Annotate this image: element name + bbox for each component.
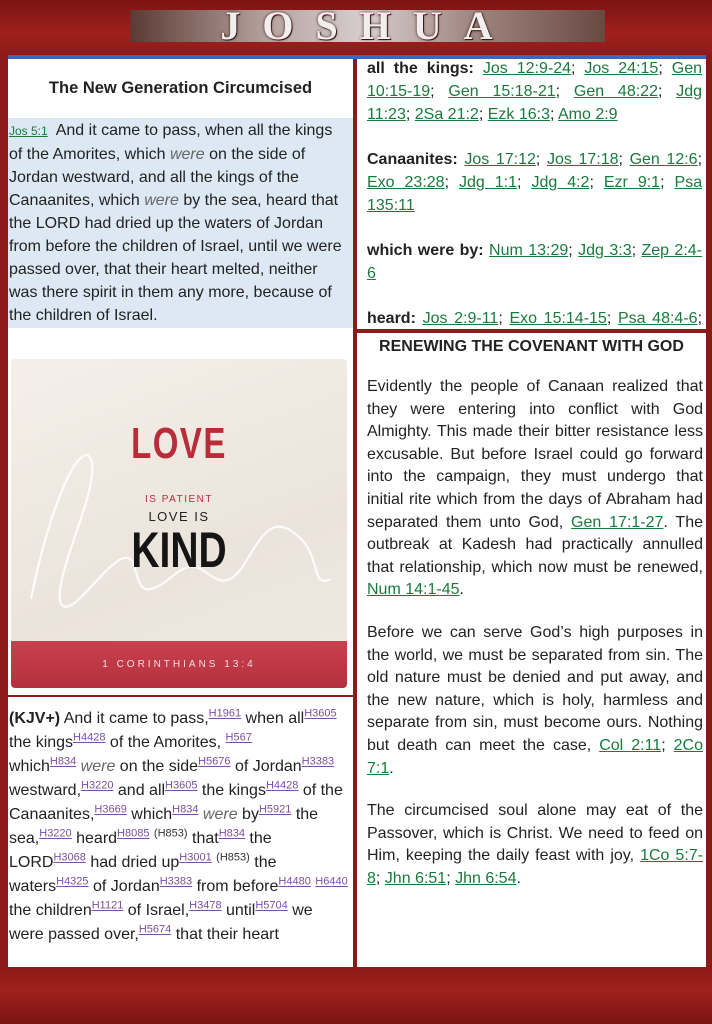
xref-link[interactable]: 2Sa 21:2 — [414, 106, 479, 123]
xref-link[interactable]: Gen 15:18-21 — [448, 83, 556, 100]
strongs-link[interactable]: H1961 — [208, 707, 242, 720]
verse-ref-link[interactable]: Jos 5:1 — [9, 124, 48, 138]
strongs-link[interactable]: H3068 — [53, 851, 86, 864]
xref-link-list: Jos 12:9-24; Jos 24:15; Gen 10:15-19; Gen 15:18-21; Gen 48:22; Jdg 11:23; 2Sa 21:2; Ezk 16:3; Amo 2:9 — [367, 60, 703, 123]
xref-link[interactable]: Zep 2:4-6 — [367, 242, 703, 282]
kjv-word: which — [9, 758, 50, 775]
kjv-label: (KJV+) — [9, 710, 61, 727]
paragraph-text: Evidently the people of Canaan realized that they were entering into conflict with God Almighty. This made their bitter resistance less excusable. But before Israel could go forward into the campaign, they must undergo that initial rite which from the days of Abraham had separated them unto God, — [367, 378, 703, 531]
strongs-particle: (H853) — [153, 827, 188, 840]
strongs-link[interactable]: H3605 — [304, 707, 337, 720]
kjv-word: of Jordan — [93, 878, 160, 895]
paragraph-text: . — [459, 581, 464, 599]
kjv-word: the LORD — [9, 830, 272, 871]
kjv-word: of Jordan — [230, 758, 302, 775]
xref-link[interactable]: Jos 17:18 — [546, 151, 619, 168]
xref-link[interactable]: Ezr 9:1 — [603, 174, 661, 191]
xref-link[interactable]: Amo 2:9 — [557, 106, 618, 123]
xref-link[interactable]: Jos 17:12 — [464, 151, 536, 168]
strongs-link[interactable]: H567 — [225, 731, 252, 744]
xref-canaanites — [367, 148, 702, 217]
verse-text: by the sea, heard that the LORD had dried up the waters of Jordan from before the children of Israel, until we were passed over, that their heart melted, neither was there spirit in them any more, because of the children of Israel. — [9, 192, 342, 324]
paragraph: The circumcised soul alone may eat of the Passover, which is Christ. We need to feed on Him, keeping the daily feast with joy, 1Co 5:7-8; Jhn 6:51; Jhn 6:54. — [367, 802, 704, 887]
kjv-word: that their heart — [171, 926, 279, 943]
xref-link[interactable]: Jdg 1:1 — [459, 174, 518, 191]
kjv-word: of Israel, — [123, 902, 190, 919]
kjv-word: on the side — [115, 758, 199, 775]
xref-link[interactable]: Jos 24:15 — [584, 60, 659, 77]
strongs-link[interactable]: H4428 — [265, 779, 299, 792]
paragraph-text: Before we can serve God’s high purposes in the world, we must be separated from sin. The old nature must be denied and put away, and the new nature, which is holy, harmless and separate from sin, must become ours. Nothing but death can meet the case, — [367, 623, 703, 754]
kjv-word: and all — [113, 782, 166, 799]
xref-link[interactable]: Num 13:29 — [489, 242, 569, 259]
is-patient-text: IS PATIENT — [145, 494, 213, 505]
kjv-strongs-panel — [8, 697, 353, 967]
xref-link[interactable]: Gen 12:6 — [629, 151, 698, 168]
scripture-link[interactable]: 2Co 7:1 — [367, 736, 704, 777]
paragraph — [367, 376, 703, 602]
scripture-link[interactable]: Col 2:11 — [599, 736, 662, 754]
caption-band — [11, 641, 347, 688]
love-is-kind-image — [11, 359, 347, 688]
kjv-word: from before — [192, 878, 279, 895]
scripture-link[interactable]: Num 14:1-45 — [367, 581, 460, 599]
scripture-link[interactable]: Jhn 6:51 — [384, 869, 447, 887]
strongs-particle: (H853) — [216, 851, 250, 864]
renewing-covenant-panel — [357, 333, 706, 967]
kjv-word: westward, — [9, 782, 82, 799]
italic-word: were — [169, 146, 205, 163]
xref-heard — [367, 307, 702, 329]
kjv-word: of the Canaanites, — [9, 782, 343, 823]
strongs-link[interactable]: H3001 — [179, 851, 212, 864]
strongs-link[interactable]: H834 — [49, 755, 77, 768]
book-title: JOSHUA — [220, 10, 515, 42]
italic-word: were — [202, 806, 238, 823]
kjv-word: which — [131, 806, 173, 823]
strongs-link[interactable]: H4428 — [73, 731, 106, 744]
xref-label: Canaanites: — [367, 151, 458, 168]
xref-label: all the kings: — [367, 60, 474, 77]
kjv-word: the kings — [9, 734, 74, 751]
xref-link[interactable]: Psa 48:4-6 — [617, 310, 698, 327]
xref-kings — [367, 59, 702, 126]
italic-word: were — [80, 758, 116, 775]
strongs-link[interactable]: H5921 — [258, 803, 292, 816]
xref-which-were-by — [367, 239, 702, 285]
strongs-link[interactable]: H3669 — [94, 803, 127, 816]
xref-link[interactable]: Exo 23:28 — [367, 174, 445, 191]
kjv-word: we were passed over, — [9, 902, 313, 943]
xref-link-list: Jos 2:9-11; Exo 15:14-15; Psa 48:4-6; — [422, 310, 703, 327]
scripture-link[interactable]: Jhn 6:54 — [455, 869, 517, 887]
verse-text: on the side of Jordan westward, and all the kings of the Canaanites, which — [9, 146, 306, 209]
strongs-link[interactable]: H3220 — [39, 827, 72, 840]
strongs-link[interactable]: H3383 — [159, 875, 193, 888]
kjv-word: the sea, — [9, 806, 319, 847]
commentary-left-top — [8, 59, 353, 695]
book-title-banner — [130, 10, 605, 42]
strongs-link[interactable]: H834 — [218, 827, 245, 840]
strongs-link[interactable]: H6440 — [315, 875, 348, 888]
verse-box — [8, 118, 353, 328]
italic-word: were — [144, 192, 179, 209]
xref-link[interactable]: Jdg 11:23 — [367, 83, 703, 123]
kjv-word: when all — [241, 710, 305, 727]
paragraph-text: The circumcised soul alone may eat of the Passover, which is Christ. We need to feed on Him, keeping the daily feast with joy, — [367, 802, 703, 865]
xref-label: which were by: — [367, 242, 484, 259]
cross-references-panel — [357, 59, 706, 329]
strongs-link[interactable]: H3383 — [301, 755, 335, 768]
love-word: LOVE — [131, 419, 227, 468]
paragraph-text: . The outbreak at Kadesh had practically annulled that relationship, which now must be renewed, — [367, 513, 703, 576]
xref-label: heard: — [367, 310, 416, 327]
kjv-word: of the Amorites, — [105, 734, 222, 751]
xref-link[interactable]: Ezk 16:3 — [487, 106, 550, 123]
kjv-word: had dried up — [90, 854, 180, 871]
strongs-link[interactable]: H4325 — [56, 875, 89, 888]
section-heading: The New Generation Circumcised — [48, 79, 313, 97]
love-is-text: LOVE IS — [148, 509, 210, 524]
scripture-caption: 1 CORINTHIANS 13:4 — [102, 659, 256, 670]
strongs-link[interactable]: H834 — [172, 803, 199, 816]
xref-link[interactable]: Exo 15:14-15 — [509, 310, 607, 327]
xref-link[interactable]: Jos 12:9-24 — [482, 60, 571, 77]
strongs-link[interactable]: H5676 — [198, 755, 231, 768]
paragraph: Before we can serve God’s high purposes in the world, we must be separated from sin. The old nature must be denied and put away, and the new nature, which is holy, harmless and separate from sin, must become ours. Nothing but death can meet the case, Col 2:11; 2Co 7:1. — [367, 623, 704, 777]
scripture-link[interactable]: Gen 17:1-27 — [571, 513, 664, 531]
xref-link[interactable]: Jdg 4:2 — [531, 174, 590, 191]
kind-word: KIND — [131, 522, 227, 578]
xref-link[interactable]: Gen 10:15-19 — [367, 60, 702, 100]
strongs-link[interactable]: H3220 — [81, 779, 114, 792]
strongs-link[interactable]: H3605 — [165, 779, 198, 792]
kjv-word: until — [221, 902, 256, 919]
bottom-frame — [0, 967, 712, 1024]
kjv-word: the children — [9, 902, 92, 919]
strongs-link[interactable]: H4480 — [278, 875, 311, 888]
strongs-link[interactable]: H5674 — [138, 923, 172, 936]
xref-link[interactable]: Jos 2:9-11 — [422, 310, 499, 327]
kjv-word: And it came to pass, — [60, 710, 209, 727]
kjv-word: by — [237, 806, 259, 823]
scripture-link[interactable]: 1Co 5:7-8 — [367, 847, 704, 887]
strongs-link[interactable]: H5704 — [255, 899, 288, 912]
verse-text: And it came to pass, when all the kings of the Amorites, which — [9, 122, 333, 163]
kjv-word: the kings — [197, 782, 266, 799]
strongs-link[interactable]: H3478 — [189, 899, 222, 912]
xref-link-list: Jos 17:12; Jos 17:18; Gen 12:6; Exo 23:28; Jdg 1:1; Jdg 4:2; Ezr 9:1; Psa 135:11 — [367, 151, 703, 214]
strongs-link[interactable]: H8085 — [117, 827, 150, 840]
kjv-word: the waters — [9, 854, 277, 895]
section-heading: RENEWING THE COVENANT WITH GOD — [379, 338, 684, 355]
xref-link[interactable]: Psa 135:11 — [367, 174, 703, 214]
commentary-body — [357, 376, 706, 890]
cross-references — [357, 59, 706, 329]
kjv-text — [8, 697, 353, 947]
kjv-word: that — [187, 830, 219, 847]
strongs-link[interactable]: H1121 — [91, 899, 124, 912]
xref-link[interactable]: Gen 48:22 — [573, 83, 658, 100]
xref-link[interactable]: Jdg 3:3 — [578, 242, 632, 259]
kjv-word: heard — [71, 830, 118, 847]
xref-link-list: Num 13:29; Jdg 3:3; Zep 2:4-6 — [367, 242, 703, 282]
